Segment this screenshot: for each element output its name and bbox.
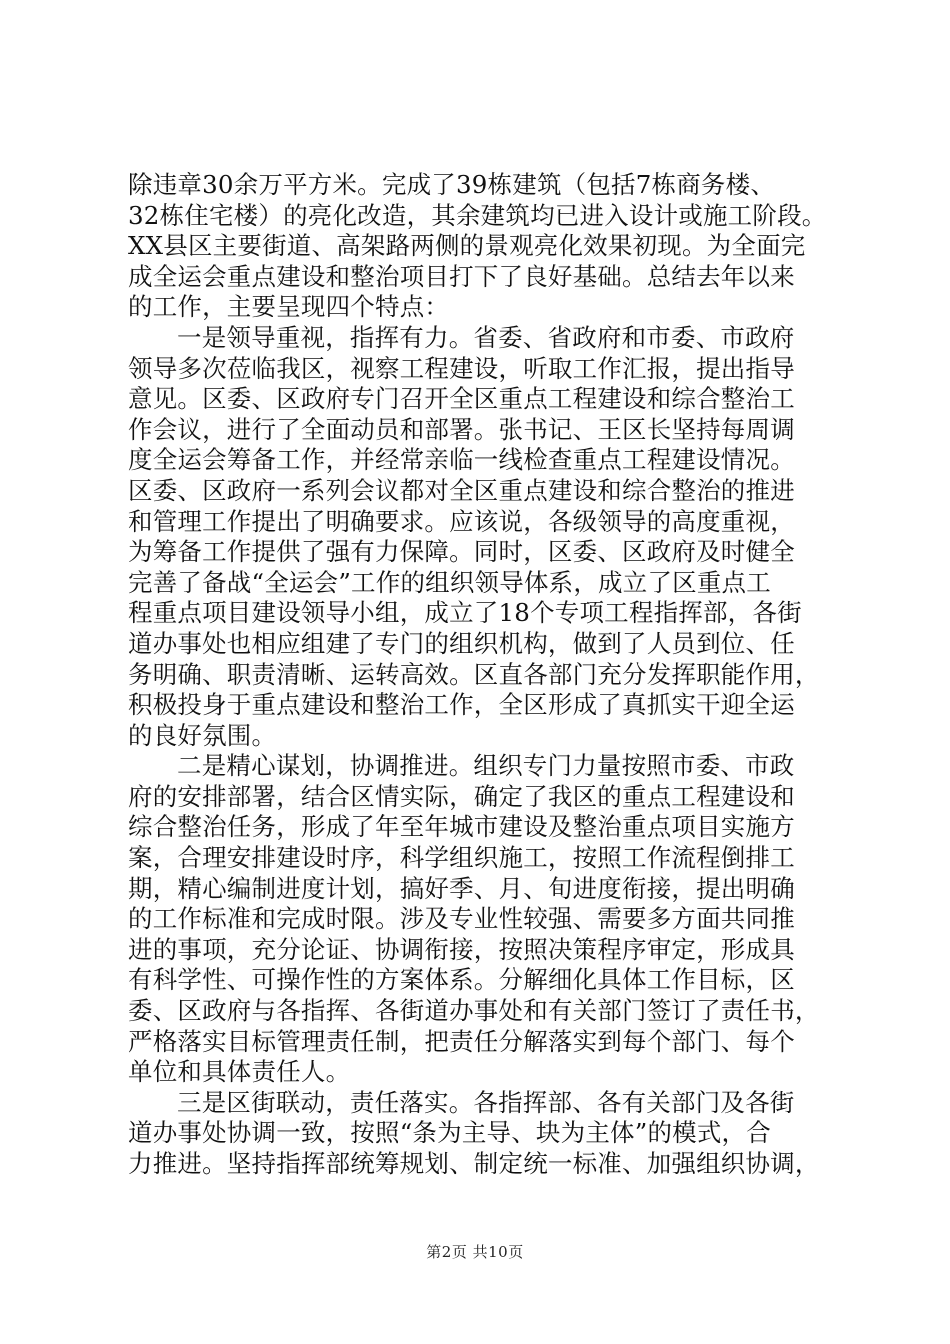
text-line: 期，精心编制进度计划，搞好季、月、旬进度衔接，提出明确: [128, 873, 795, 903]
text-line: 除违章30余万平方米。完成了39栋建筑（包括7栋商务楼、: [128, 170, 776, 199]
text-line: 领导多次莅临我区，视察工程建设，听取工作汇报，提出指导: [128, 353, 795, 383]
text-line: 程重点项目建设领导小组，成立了18个专项工程指挥部，各街: [128, 598, 802, 628]
text-line: 务明确、职责清晰、运转高效。区直各部门充分发挥职能作用，: [128, 659, 820, 689]
text-line: 案，合理安排建设时序，科学组织施工，按照工作流程倒排工: [128, 843, 795, 873]
text-line: 和管理工作提出了明确要求。应该说，各级领导的高度重视，: [128, 506, 795, 536]
text-line: 综合整治任务，形成了年至年城市建设及整治重点项目实施方: [128, 812, 795, 842]
text-line: 道办事处协调一致，按照“条为主导、块为主体”的模式，合: [128, 1118, 771, 1148]
text-line: 完善了备战“全运会”工作的组织领导体系，成立了区重点工: [128, 567, 771, 597]
text-line: 积极投身于重点建设和整治工作，全区形成了真抓实干迎全运: [128, 690, 795, 720]
text-line: XX县区主要街道、高架路两侧的景观亮化效果初现。为全面完: [128, 231, 806, 261]
text-line: 作会议，进行了全面动员和部署。张书记、王区长坚持每周调: [128, 414, 795, 444]
text-line: 32栋住宅楼）的亮化改造，其余建筑均已进入设计或施工阶段。: [128, 200, 827, 230]
text-line: 力推进。坚持指挥部统筹规划、制定统一标准、加强组织协调，: [128, 1149, 820, 1178]
text-line: 的工作，主要呈现四个特点：: [128, 292, 450, 322]
page-number-footer: 第2页 共10页: [426, 1243, 524, 1261]
body-text: [128, 170, 838, 1180]
text-line: 进的事项，充分论证、协调衔接，按照决策程序审定，形成具: [128, 934, 795, 964]
paragraph-start-line: 三是区街联动，责任落实。各指挥部、各有关部门及各街: [177, 1087, 795, 1117]
text-line: 区委、区政府一系列会议都对全区重点建设和综合整治的推进: [128, 475, 795, 505]
text-line: 意见。区委、区政府专门召开全区重点工程建设和综合整治工: [128, 384, 795, 414]
text-line: 有科学性、可操作性的方案体系。分解细化具体工作目标，区: [128, 965, 795, 995]
text-line: 严格落实目标管理责任制，把责任分解落实到每个部门、每个: [128, 1026, 795, 1056]
text-line: 委、区政府与各指挥、各街道办事处和有关部门签订了责任书，: [128, 996, 820, 1026]
text-line: 为筹备工作提供了强有力保障。同时，区委、区政府及时健全: [128, 537, 795, 567]
paragraph-start-line: 二是精心谋划，协调推进。组织专门力量按照市委、市政: [177, 751, 795, 781]
text-line: 度全运会筹备工作，并经常亲临一线检查重点工程建设情况。: [128, 445, 795, 475]
text-line: 成全运会重点建设和整治项目打下了良好基础。总结去年以来: [128, 261, 795, 291]
text-line: 的工作标准和完成时限。涉及专业性较强、需要多方面共同推: [128, 904, 795, 934]
text-line: 道办事处也相应组建了专门的组织机构，做到了人员到位、任: [128, 628, 795, 658]
text-line: 单位和具体责任人。: [128, 1057, 351, 1087]
text-line: 的良好氛围。: [128, 720, 277, 750]
paragraph-start-line: 一是领导重视，指挥有力。省委、省政府和市委、市政府: [177, 322, 795, 352]
text-line: 府的安排部署，结合区情实际，确定了我区的重点工程建设和: [128, 781, 795, 811]
